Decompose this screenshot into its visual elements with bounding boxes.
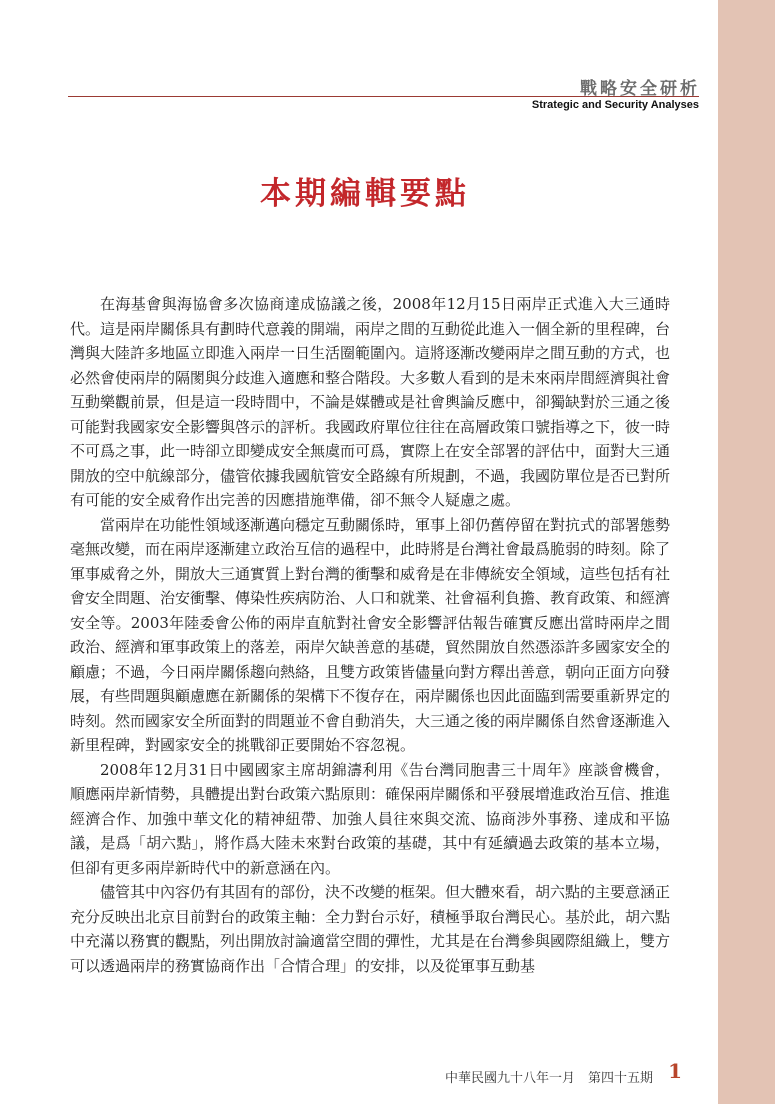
paragraph-4: 儘管其中內容仍有其固有的部份，決不改變的框架。但大體來看，胡六點的主要意涵正充分反映出北京目前對台的政策主軸：全力對台示好，積極爭取台灣民心。基於此，胡六點中充滿以務實的觀點，列出開放討論適當空間的彈性，尤其是在台灣參與國際組織上，雙方可以透過兩岸的務實協商作出「合情合理」的安排，以及從軍事互動基 <box>70 883 671 975</box>
paragraph-2: 當兩岸在功能性領域逐漸邁向穩定互動關係時，軍事上卻仍舊停留在對抗式的部署態勢毫無改變，而在兩岸逐漸建立政治互信的過程中，此時將是台灣社會最爲脆弱的時刻。除了軍事威脅之外，開放大三通實質上對台灣的衝擊和威脅是在非傳統安全領域，這些包括有社會安全問題、治安衝擊、傳染性疾病防治、人口和就業、社會福利負擔、教育政策、和經濟安全等。2003年陸委會公佈的兩岸直航對社會安全影響評估報告確實反應出當時兩岸之間政治、經濟和軍事政策上的落差，兩岸欠缺善意的基礎，貿然開放自然憑添許多國家安全的顧慮；不過，今日兩岸關係趨向熱絡，且雙方政策皆儘量向對方釋出善意，朝向正面方向發展，有些問題與顧慮應在新關係的架構下不復存在，兩岸關係也因此面臨到需要重新界定的時刻。然而國家安全所面對的問題並不會自動消失，大三通之後的兩岸關係自然會逐漸進入新里程碑，對國家安全的挑戰卻正要開始不容忽視。 <box>70 515 671 754</box>
article-body <box>70 292 670 978</box>
page-number: 1 <box>668 1059 682 1083</box>
header-rule <box>68 96 699 97</box>
paragraph-3: 2008年12月31日中國國家主席胡錦濤利用《告台灣同胞書三十周年》座談會機會，順應兩岸新情勢，具體提出對台政策六點原則：確保兩岸關係和平發展增進政治互信、推進經濟合作、加強中華文化的精神紐帶、加強人員往來與交流、協商涉外事務、達成和平協議，是爲「胡六點」，將作爲大陸未來對台政策的基礎，其中有延續過去政策的基本立場，但卻有更多兩岸新時代中的新意涵在內。 <box>70 760 671 877</box>
page-title: 本期編輯要點 <box>260 176 470 212</box>
paragraph-1: 在海基會與海協會多次協商達成協議之後，2008年12月15日兩岸正式進入大三通時代。這是兩岸關係具有劃時代意義的開端，兩岸之間的互動從此進入一個全新的里程碑，台灣與大陸許多地區立即進入兩岸一日生活圈範圍內。這將逐漸改變兩岸之間互動的方式，也必然會使兩岸的隔閡與分歧進入適應和整合階段。大多數人看到的是未來兩岸間經濟與社會互動樂觀前景，但是這一段時間中，不論是媒體或是社會輿論反應中，卻獨缺對於三通之後可能對我國家安全影響與啓示的評析。我國政府單位往往在高層政策口號指導之下，彼一時不可爲之事，此一時卻立即變成安全無虞而可爲，實際上在安全部署的評估中，面對大三通開放的空中航線部分，儘管依據我國航管安全路線有所規劃，不過，我國防單位是否已對所有可能的安全威脅作出完善的因應措施準備，卻不無令人疑慮之處。 <box>70 295 671 509</box>
journal-subtitle: Strategic and Security Analyses <box>531 99 699 111</box>
side-color-band <box>718 0 775 1104</box>
journal-title: 戰略安全研析 <box>580 79 700 99</box>
footer-issue-info: 中華民國九十八年一月 第四十五期 <box>444 1071 653 1086</box>
